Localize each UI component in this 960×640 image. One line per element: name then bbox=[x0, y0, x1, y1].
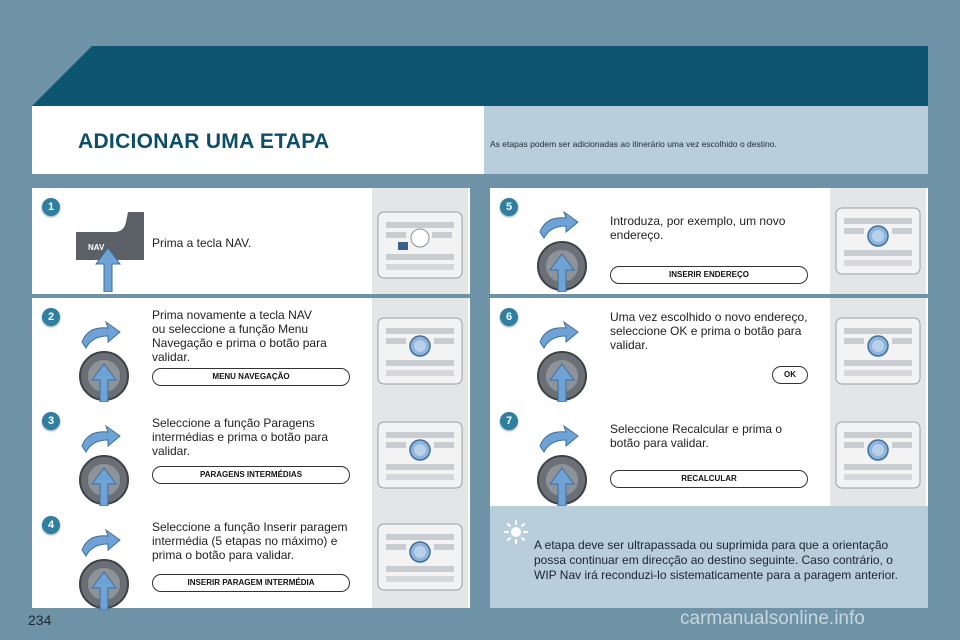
menu-option-pill: RECALCULAR bbox=[610, 470, 808, 488]
radio-panel-icon bbox=[830, 188, 926, 294]
rotary-knob-press-icon bbox=[532, 422, 602, 506]
radio-panel-icon bbox=[372, 188, 468, 294]
step-text bbox=[610, 214, 820, 242]
step-2 bbox=[32, 298, 470, 404]
radio-panel-icon bbox=[830, 298, 926, 404]
text-line: prima o botão para validar. bbox=[152, 548, 295, 562]
radio-unit-illustration bbox=[830, 402, 926, 508]
text-line: intermédia (5 etapas no máximo) e bbox=[152, 534, 338, 548]
text-line: Seleccione a função Paragens bbox=[152, 416, 315, 430]
title-box bbox=[32, 106, 484, 174]
step-6 bbox=[490, 298, 928, 404]
tip-box bbox=[490, 506, 928, 608]
radio-unit-illustration bbox=[372, 298, 468, 404]
radio-unit-illustration bbox=[372, 402, 468, 508]
radio-panel-icon bbox=[372, 402, 468, 508]
step-number: 4 bbox=[42, 516, 60, 534]
step-text bbox=[152, 416, 362, 458]
nav-key-label: NAV bbox=[88, 243, 105, 252]
lightbulb-sun-icon bbox=[504, 520, 528, 544]
menu-option-pill: PARAGENS INTERMÉDIAS bbox=[152, 466, 350, 484]
text-line: intermédias e prima o botão para bbox=[152, 430, 329, 444]
step-text bbox=[152, 520, 362, 562]
tip-line: A etapa deve ser ultrapassada ou suprimida para que a orientação bbox=[534, 538, 889, 552]
text-line: validar. bbox=[610, 338, 649, 352]
nav-key-press-icon bbox=[74, 208, 144, 292]
tip-line: possa continuar em direcção ao destino seguinte. Caso contrário, o bbox=[534, 553, 893, 567]
rotary-knob-press-icon bbox=[74, 318, 144, 402]
step-number: 3 bbox=[42, 412, 60, 430]
ok-option-pill: OK bbox=[772, 366, 808, 384]
step-number: 1 bbox=[42, 198, 60, 216]
tip-line: WIP Nav irá reconduzi-lo sistematicamente para a paragem anterior. bbox=[534, 568, 898, 582]
rotary-knob-press-icon bbox=[532, 318, 602, 402]
radio-unit-illustration bbox=[372, 188, 468, 294]
tip-text bbox=[534, 538, 920, 583]
rotary-knob-press-icon bbox=[532, 208, 602, 292]
header-corner bbox=[32, 46, 92, 106]
intro-text: As etapas podem ser adicionadas ao itinerário uma vez escolhido o destino. bbox=[490, 139, 777, 149]
text-line: Uma vez escolhido o novo endereço, bbox=[610, 310, 808, 324]
radio-panel-icon bbox=[372, 506, 468, 608]
rotary-knob-press-icon bbox=[74, 422, 144, 506]
text-line: Seleccione a função Inserir paragem bbox=[152, 520, 348, 534]
text-line: Navegação e prima o botão para bbox=[152, 336, 327, 350]
rotary-knob-press-icon bbox=[74, 526, 144, 610]
step-number: 7 bbox=[500, 412, 518, 430]
radio-unit-illustration bbox=[830, 188, 926, 294]
text-line: Prima novamente a tecla NAV bbox=[152, 308, 312, 322]
menu-option-pill: MENU NAVEGAÇÃO bbox=[152, 368, 350, 386]
menu-option-pill: INSERIR PARAGEM INTERMÉDIA bbox=[152, 574, 350, 592]
intro-box bbox=[484, 106, 928, 174]
text-line: seleccione OK e prima o botão para bbox=[610, 324, 802, 338]
radio-panel-icon bbox=[830, 402, 926, 508]
text-line: ou seleccione a função Menu bbox=[152, 322, 309, 336]
step-5 bbox=[490, 188, 928, 294]
step-7 bbox=[490, 402, 928, 508]
text-line: validar. bbox=[152, 444, 191, 458]
header-band bbox=[32, 46, 928, 106]
step-text bbox=[610, 310, 820, 352]
text-line: endereço. bbox=[610, 228, 664, 242]
radio-unit-illustration bbox=[830, 298, 926, 404]
menu-option-pill: INSERIR ENDEREÇO bbox=[610, 266, 808, 284]
radio-panel-icon bbox=[372, 298, 468, 404]
radio-unit-illustration bbox=[372, 506, 468, 608]
step-number: 5 bbox=[500, 198, 518, 216]
text-line: botão para validar. bbox=[610, 436, 709, 450]
step-number: 2 bbox=[42, 308, 60, 326]
text-line: Prima a tecla NAV. bbox=[152, 236, 252, 250]
step-1 bbox=[32, 188, 470, 294]
step-text bbox=[152, 236, 362, 250]
page-number: 234 bbox=[28, 612, 52, 628]
step-text bbox=[610, 422, 820, 450]
step-3 bbox=[32, 402, 470, 508]
step-text bbox=[152, 308, 362, 364]
text-line: Introduza, por exemplo, um novo bbox=[610, 214, 786, 228]
step-4 bbox=[32, 506, 470, 608]
text-line: Seleccione Recalcular e prima o bbox=[610, 422, 783, 436]
text-line: validar. bbox=[152, 350, 191, 364]
watermark: carmanualsonline.info bbox=[680, 608, 865, 629]
step-number: 6 bbox=[500, 308, 518, 326]
page-title: ADICIONAR UMA ETAPA bbox=[78, 130, 330, 153]
